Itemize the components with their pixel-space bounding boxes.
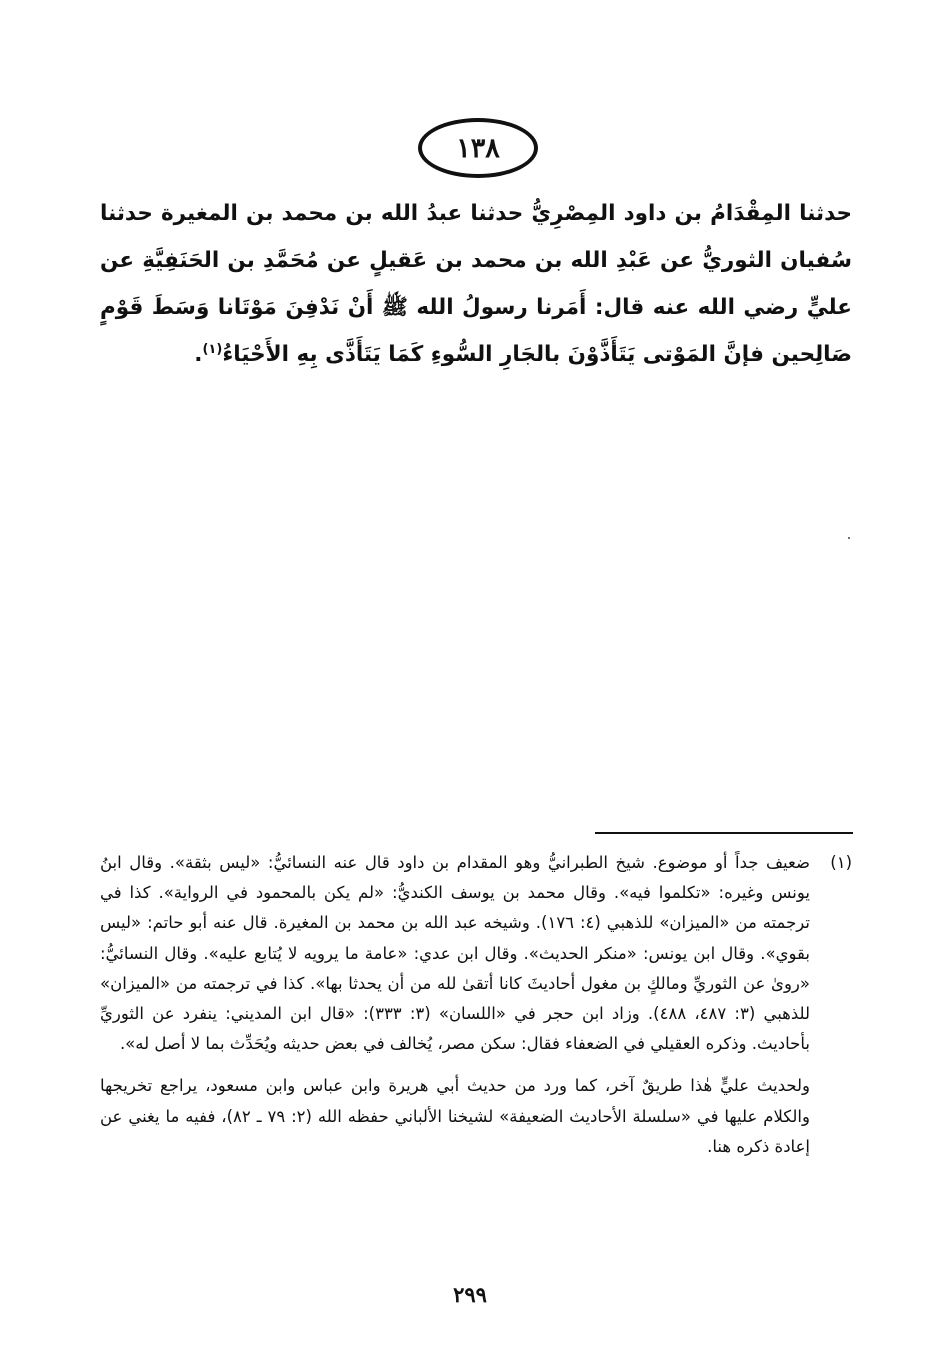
hadith-number: ١٣٨ — [456, 132, 500, 164]
footnote-reference: (١) — [202, 341, 223, 357]
hadith-text-block — [100, 190, 852, 378]
page-number: ٢٩٩ — [453, 1282, 487, 1307]
hadith-text: حدثنا المِقْدَامُ بن داود المِصْرِيُّ حدثنا عبدُ الله بن محمد بن المغيرة حدثنا سُفيان الثوريُّ عن عَبْدِ الله بن محمد بن عَقيلٍ عن مُحَمَّدِ بن الحَنَفِيَّةِ عن عليٍّ رضي الله عنه قال: أَمَرنا رسولُ الله ﷺ أَنْ نَدْفِنَ مَوْتَانا وَسَطَ قَوْمٍ صَالِحين فإنَّ المَوْتى يَتَأَذَّوْنَ بالجَارِ السُّوءِ كَمَا يَتَأَذَّى بِهِ الأَحْيَاءُ — [100, 201, 852, 367]
hadith-end: . — [194, 342, 203, 367]
footnote-block — [100, 848, 852, 1162]
hadith-paragraph — [100, 190, 852, 378]
footnote-paragraph-2: ولحديث عليٍّ هٰذا طريقٌ آخر، كما ورد من حديث أبي هريرة وابن عباس وابن مسعود، يراجع تخريجها والكلام عليها في «سلسلة الأحاديث الضعيفة» لشيخنا الألباني حفظه الله (٢: ٧٩ ـ ٨٢)، ففيه ما يغني عن إعادة ذكره هنا. — [100, 1076, 810, 1156]
footnote-body — [100, 848, 810, 1162]
print-speck — [848, 537, 850, 539]
footnote-item — [100, 848, 852, 1162]
footnote-number: (١) — [830, 853, 852, 872]
hadith-number-badge — [418, 118, 538, 178]
footnote-separator — [595, 832, 853, 834]
footnote-paragraph-1: ضعيف جداً أو موضوع. شيخ الطبرانيُّ وهو المقدام بن داود قال عنه النسائيُّ: «ليس بثقة». وقال ابنُ يونس وغيره: «تكلموا فيه». وقال محمد بن يوسف الكنديُّ: «لم يكن بالمحمود في الرواية». كذا في ترجمته من «الميزان» للذهبي (٤: ١٧٦). وشيخه عبد الله بن محمد بن المغيرة. قال عنه أبو حاتم: «ليس بقوي». وقال ابن يونس: «منكر الحديث». وقال ابن عدي: «عامة ما يرويه لا يُتابع عليه». وقال النسائيُّ: «روىٰ عن الثوريِّ ومالكٍ بن مغول أحاديثَ كانا أتقىٰ لله من أن يحدثا بها». كذا في ترجمته من «الميزان» للذهبي (٣: ٤٨٧، ٤٨٨). وزاد ابن حجر في «اللسان» (٣: ٣٣٣): «قال ابن المديني: ينفرد عن الثوريِّ بأحاديث. وذكره العقيلي في الضعفاء فقال: سكن مصر، يُخالف في بعض حديثه ويُحَدِّث بما لا أصل له». — [100, 853, 811, 1054]
